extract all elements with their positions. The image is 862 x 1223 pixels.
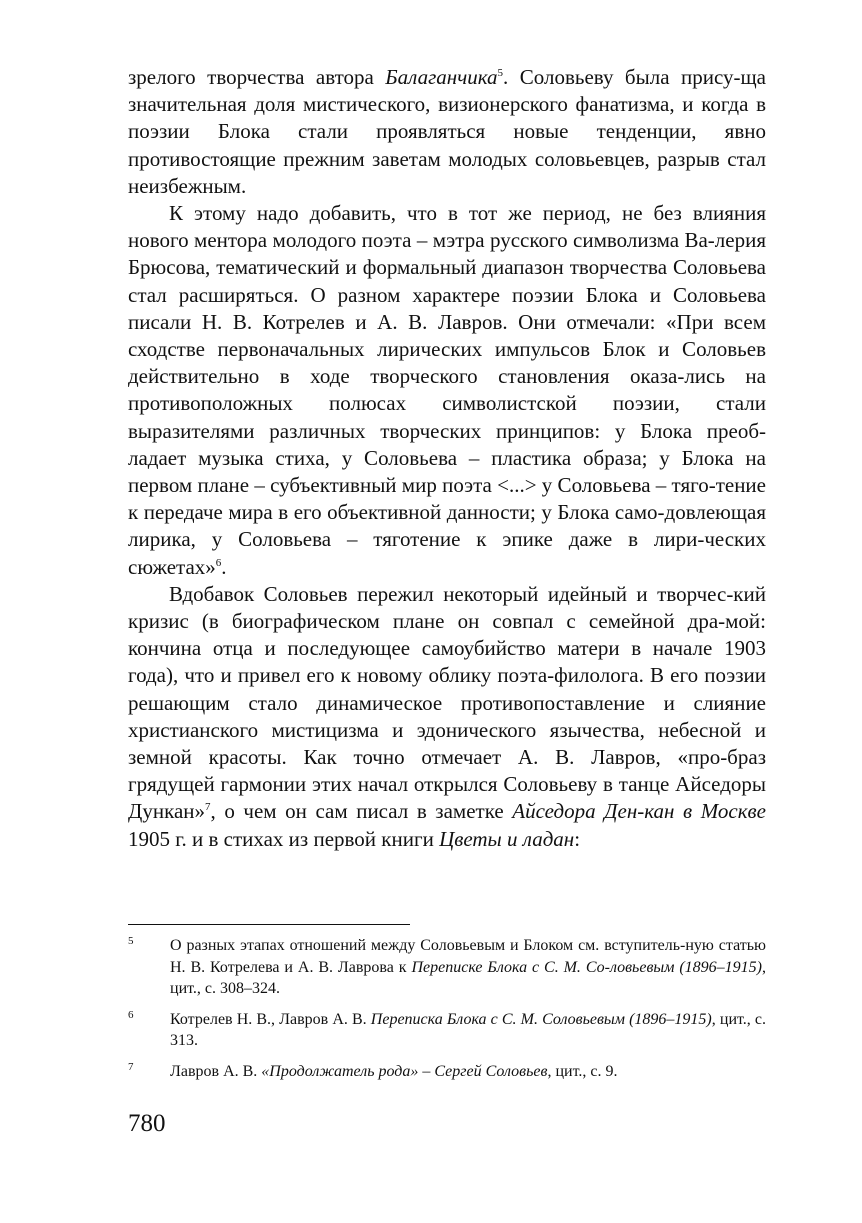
footnote-ref-7[interactable]: 7 [205,801,211,814]
paragraph-2 [128,200,766,581]
italic-title: Айседора Ден-кан в Москве [512,799,766,824]
text-run: . Соловьеву была прису-ща значительная доля мистического, визионерского фанатизма, и когда в поэзии Блока стали проявляться новые тенденции, явно противостоящие прежним заветам молодых соловьевцев, разрыв стал неизбежным. [128,65,766,198]
page-number: 780 [128,1110,166,1137]
italic-title: Переписка Блока с С. М. Соловьевым (1896–1915) [370,1010,712,1028]
text-run: . [221,554,227,579]
text-run: О разных этапах отношений между Соловьевым и Блоком см. вступитель-ную статью Н. В. Котрелева и А. В. Лаврова к [170,937,766,976]
italic-title: «Продолжатель рода» – Сергей Соловьев [261,1062,548,1080]
text-run: зрелого творчества автора [128,65,386,89]
footnote-number: 6 [128,1008,134,1021]
text-run: Вдобавок Соловьев пережил некоторый идейный и творчес-кий кризис (в биографическом плане он совпал с семейной дра-мой: кончина отца и последующее самоубийство матери в начале 1903 года), что и привел его к новому облику поэта-филолога. В его поэзии решающим стало динамическое противопоставление и слияние христианского мистицизма и эдонического язычества, небесной и земной красоты. Как точно отмечает А. В. Лавров, «про-браз грядущей гармонии этих начал открылся Соловьеву в танце Айседоры Дункан» [128,581,766,824]
paragraph-3 [128,581,766,853]
footnote-number: 5 [128,935,134,947]
italic-title: Переписке Блока с С. М. Со-ловьевым (1896–1915) [411,958,762,976]
paragraph-1 [128,64,766,200]
text-run: К этому надо добавить, что в тот же период, не без влияния нового ментора молодого поэта – мэтра русского символизма Ва-лерия Брюсова, тематический и формальный диапазон творчества Соловьева стал расширяться. О разном характере поэзии Блока и Соловьева писали Н. В. Котрелев и А. В. Лавров. Они отмечали: «При всем сходстве первоначальных лирических импульсов Блок и Соловьев действительно в ходе творческого становления оказа-лись на противоположных полюсах символистской поэзии, стали выразителями различных творческих принципов: у Блока преоб-ладает музыка стиха, у Соловьева – пластика образа; у Блока на первом плане – субъективный мир поэта <...> у Соловьева – тяго-тение к передаче мира в его объективной данности; у Блока само-довлеющая лирика, у Соловьева – тяготение к эпике даже в лири-ческих сюжетах» [128,201,766,579]
text-run: , о чем он сам писал в заметке [210,799,513,824]
footnote-divider [128,924,410,925]
italic-title: Цветы и ладан [439,826,575,851]
footnote-ref-5[interactable]: 5 [497,67,504,79]
text-run: , цит., с. 313. [170,1010,767,1049]
footnote-6 [128,1009,766,1052]
text-run: : [574,826,581,851]
page-body [128,64,766,853]
footnotes [128,924,766,1091]
footnote-number: 7 [128,1060,134,1073]
text-run: Лавров А. В. [170,1062,262,1080]
footnote-5 [128,935,766,1000]
footnote-7 [128,1061,766,1083]
text-run: , цит., с. 9. [547,1062,618,1080]
text-run: 1905 г. и в стихах из первой книги [128,826,440,851]
text-run: Котрелев Н. В., Лавров А. В. [170,1010,371,1028]
footnote-ref-6[interactable]: 6 [215,556,222,569]
main-text [128,64,766,853]
text-run: , цит., с. 308–324. [170,958,766,997]
italic-title: Балаганчика [385,65,498,89]
